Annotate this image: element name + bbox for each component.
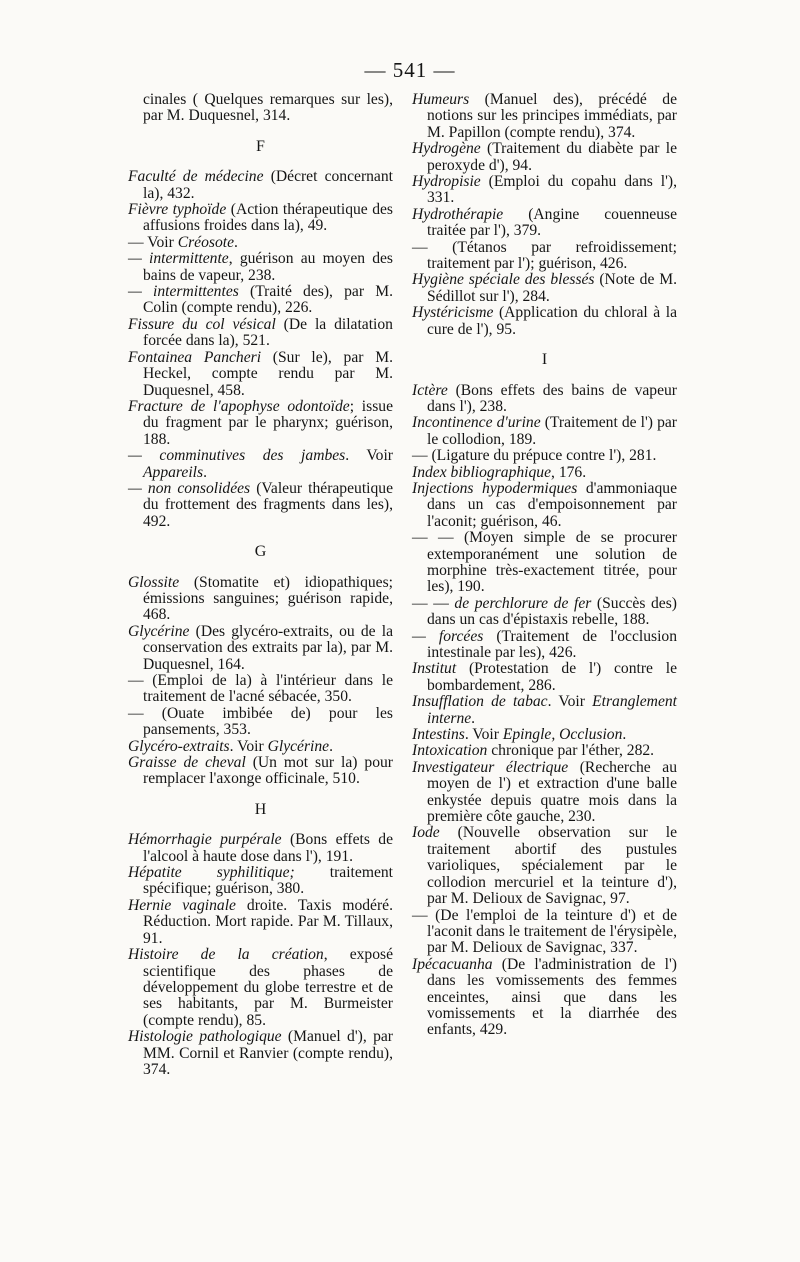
entry-text: (Manuel d'), par MM. Cornil et Ranvier (compte rendu), 374. (143, 1028, 393, 1078)
index-entry (128, 832, 393, 865)
entry-heading: — intermittentes (128, 283, 239, 301)
entry-heading: Institut (412, 660, 457, 678)
entry-heading: Incontinence d'urine (412, 414, 541, 432)
index-entry (128, 755, 393, 788)
entry-text: (Action thérapeutique des affusions froides dans la), 49. (143, 201, 393, 235)
index-entry (412, 272, 677, 305)
index-entry (412, 743, 677, 759)
section-letter: F (256, 137, 265, 155)
entry-heading: — non consolidées (128, 479, 251, 497)
entry-heading: Glycéro-extraits (128, 737, 230, 755)
entry-heading: Graisse de cheval (128, 754, 246, 772)
index-entry (412, 465, 677, 481)
entry-text: — — (412, 594, 455, 612)
entry-text: . Voir (464, 726, 503, 744)
entry-text: (Traité des), par M. Colin (compte rendu), 226. (143, 283, 393, 317)
index-entry (412, 908, 677, 957)
entry-heading: Glycérine (128, 622, 190, 640)
entry-reference: Epingle, Occlusion (502, 726, 623, 744)
index-entry (128, 481, 393, 530)
entry-heading: Histologie pathologique (128, 1028, 282, 1046)
index-entry (128, 624, 393, 673)
entry-text: — — (Moyen simple de se procurer extemporanément une solution de morphine très-exactement titrée, pour les), 190. (412, 529, 677, 596)
section-letter: I (541, 351, 548, 369)
entry-text: traitement spécifique; guérison, 380. (143, 864, 393, 898)
entry-tail: . (329, 737, 334, 755)
index-entry (128, 92, 393, 125)
index-entry (412, 207, 677, 240)
entry-text: — (De l'emploi de la teinture d') et de l'aconit dans le traitement de l'érysipèle, par M. Delioux de Savignac, 337. (412, 906, 677, 957)
entry-heading: Hydrothérapie (412, 205, 504, 223)
entry-text: , exposé scientifique des phases de développement du globe terrestre et de ses habitants, par M. Burmeister (compte rendu), 85. (143, 946, 393, 1029)
index-entry (412, 727, 677, 743)
index-entry (412, 530, 677, 596)
index-entry (128, 1029, 393, 1078)
entry-text: (Valeur thérapeutique du frottement des fragments dans les), 492. (143, 479, 394, 530)
entry-heading: Faculté de médecine (128, 168, 264, 186)
index-entry (128, 350, 393, 399)
entry-heading: Intoxication (412, 742, 488, 760)
index-entry (128, 399, 393, 448)
index-entry (128, 235, 393, 251)
entry-text: , guérison au moyen des bains de vapeur, 238. (143, 250, 393, 284)
index-entry (412, 415, 677, 448)
index-entry (412, 92, 677, 141)
entry-text: (Décret concernant la), 432. (143, 168, 393, 202)
index-entry (128, 947, 393, 1029)
entry-text: . Voir (547, 693, 593, 711)
entry-text: (Traitement du diabète par le peroxyde d'), 94. (427, 140, 677, 174)
index-entry (412, 760, 677, 826)
entry-tail: . (234, 233, 238, 251)
index-entry (412, 661, 677, 694)
index-entry (128, 706, 393, 739)
entry-heading: Intestins (412, 726, 465, 744)
index-entry (412, 957, 677, 1039)
entry-heading: Fièvre typhoïde (128, 201, 227, 219)
index-entry (128, 169, 393, 202)
entry-text: — (Ouate imbibée de) pour les pansements, 353. (128, 704, 393, 739)
entry-text: — (Emploi de la) à l'intérieur dans le traitement de l'acné sébacée, 350. (128, 672, 393, 706)
entry-text: (Des glycéro-extraits, ou de la conservation des extraits par la), par M. Duquesnel, 164. (143, 622, 393, 673)
index-entry (412, 448, 677, 464)
entry-text: cinales ( Quelques remarques sur les), par M. Duquesnel, 314. (143, 91, 393, 125)
index-entry (128, 898, 393, 947)
entry-heading: Iode (412, 824, 440, 842)
index-entry (412, 825, 677, 907)
index-entry (412, 240, 677, 273)
entry-heading: Humeurs (412, 91, 470, 108)
index-entry (412, 141, 677, 174)
entry-tail: . (622, 726, 627, 744)
entry-text: (Traitement de l') par le collodion, 189. (427, 414, 677, 448)
entry-text: (Bons effets des bains de vapeur dans l'), 238. (427, 381, 677, 415)
entry-tail: (Succès des) dans un cas d'épistaxis rebelle, 188. (427, 594, 677, 629)
index-entry (412, 305, 677, 338)
entry-heading: Hystéricisme (412, 304, 494, 322)
section-letter: G (254, 543, 267, 561)
index-entry (128, 251, 393, 284)
index-entry (412, 629, 677, 662)
entry-text: (De l'administration de l') dans les vomissements des femmes enceintes, ainsi que dans les vomissements et la diarrhée des enfants, 429. (427, 955, 677, 1039)
entry-heading: Investigateur électrique (412, 758, 569, 776)
entry-text: (Note de M. Sédillot sur l'), 284. (427, 271, 678, 305)
entry-heading: Hémorrhagie purpérale (128, 831, 282, 849)
entry-heading: Injections hypodermiques (412, 479, 578, 497)
entry-text: (Traitement de l'occlusion intestinale par les), 426. (427, 627, 678, 661)
entry-tail: . (471, 709, 476, 727)
entry-heading: Hernie vaginale (128, 896, 236, 914)
entry-heading: Fracture de l'apophyse odontoïde (128, 397, 350, 415)
entry-heading: Index bibliographique (412, 463, 552, 481)
entry-heading: Hydropisie (412, 173, 481, 191)
entry-text: droite. Taxis modéré. Réduction. Mort rapide. Par M. Tillaux, 91. (143, 896, 393, 947)
index-entry (128, 284, 393, 317)
entry-reference: Etranglement interne (427, 693, 677, 727)
index-entry (412, 481, 677, 530)
entry-reference: Glycérine (267, 737, 330, 755)
index-entry (128, 448, 393, 481)
index-entry (412, 694, 677, 727)
entry-text: , 176. (551, 463, 587, 481)
entry-heading: — comminutives des jambes (128, 447, 346, 465)
entry-text: (Bons effets de l'alcool à haute dose dans l'), 191. (143, 831, 393, 865)
index-entry (128, 317, 393, 350)
index-entry (128, 202, 393, 235)
entry-reference: Créosote (177, 233, 234, 251)
entry-text: — (Ligature du prépuce contre l'), 281. (412, 447, 657, 465)
entry-text: (Recherche au moyen de l') et extraction d'une balle enkystée depuis quatre mois dans la première côte gauche, 230. (427, 758, 677, 826)
entry-heading: Hydrogène (412, 140, 481, 158)
entry-text: — Voir (128, 233, 178, 251)
index-entry (412, 174, 677, 207)
entry-text: (De la dilatation forcée dans la), 521. (143, 315, 393, 350)
entry-heading: Fontainea Pancheri (128, 348, 262, 366)
entry-text: (Sur le), par M. Heckel, compte rendu par M. Duquesnel, 458. (143, 348, 393, 399)
entry-text: (Un mot sur la) pour remplacer l'axonge officinale, 510. (143, 754, 393, 788)
right-column (412, 92, 677, 1039)
section-letter: H (254, 800, 267, 818)
entry-text: (Angine couenneuse traitée par l'), 379. (427, 205, 677, 240)
entry-text: d'ammoniaque dans un cas d'empoisonnement par l'aconit; guérison, 46. (427, 479, 677, 530)
entry-text: ; issue du fragment par le pharynx; guérison, 188. (143, 397, 393, 448)
entry-text: (Manuel des), précédé de notions sur les principes immédiats, par M. Papillon (compte rendu), 374. (427, 91, 677, 141)
index-entry (128, 739, 393, 755)
entry-text: chronique par l'éther, 282. (487, 742, 655, 760)
entry-heading: Insufflation de tabac (412, 693, 548, 711)
entry-text: (Stomatite et) idiopathiques; émissions sanguines; guérison rapide, 468. (143, 573, 393, 624)
entry-heading: — forcées (412, 627, 484, 645)
index-entry (412, 383, 677, 416)
entry-text: (Application du chloral à la cure de l'), 95. (427, 304, 677, 338)
entry-reference: de perchlorure de fer (454, 594, 592, 612)
index-entry (128, 673, 393, 706)
index-entry (128, 575, 393, 624)
entry-heading: Fissure du col vésical (128, 315, 276, 333)
left-column (128, 92, 393, 1078)
index-entry (412, 596, 677, 629)
index-entry (128, 865, 393, 898)
entry-text: (Emploi du copahu dans l'), 331. (427, 173, 677, 207)
entry-text: — (Tétanos par refroidissement; traitement par l'); guérison, 426. (412, 238, 677, 273)
entry-text: . Voir (345, 447, 393, 465)
entry-heading: Hygiène spéciale des blessés (412, 271, 595, 289)
entry-heading: — intermittente (128, 250, 229, 268)
page-number: — 541 — (364, 58, 456, 82)
entry-tail: . (203, 463, 207, 481)
entry-heading: Histoire de la création (128, 946, 324, 964)
entry-heading: Ipécacuanha (412, 955, 493, 973)
entry-heading: Hépatite syphilitique; (128, 864, 295, 882)
entry-reference: Appareils (143, 463, 204, 481)
entry-text: (Protestation de l') contre le bombardement, 286. (427, 660, 677, 694)
entry-heading: Ictère (412, 381, 448, 399)
entry-text: (Nouvelle observation sur le traitement abortif des pustules varioliques, spécialement par le collodion mercuriel et la teinture d'), par M. Delioux de Savignac, 97. (427, 824, 677, 908)
entry-text: . Voir (229, 737, 268, 755)
entry-heading: Glossite (128, 573, 180, 591)
